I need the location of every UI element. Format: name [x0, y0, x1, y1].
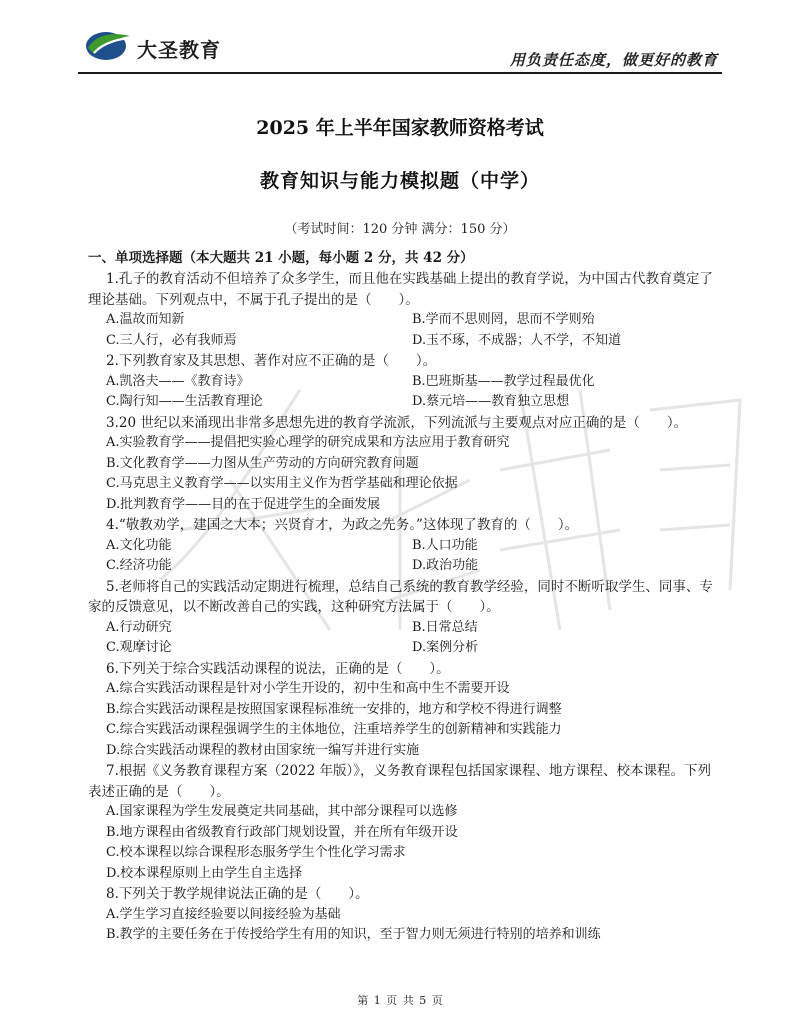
question-content	[88, 248, 724, 946]
options	[88, 372, 724, 413]
exam-title: 2025 年上半年国家教师资格考试	[256, 117, 544, 139]
options	[88, 802, 724, 884]
option-a: A.实验教育学——提倡把实验心理学的研究成果和方法应用于教育研究	[106, 435, 510, 450]
question-item	[88, 515, 724, 577]
option-d: D.蔡元培——教育独立思想	[412, 394, 570, 409]
page-number: 第 1 页 共 5 页	[357, 994, 443, 1007]
option-a: A.凯洛夫——《教育诗》	[106, 373, 250, 389]
option-c: C.马克思主义教育学——以实用主义作为哲学基础和理论依据	[106, 476, 458, 491]
dasheng-logo-icon	[84, 26, 134, 62]
option-b: B.综合实践活动课程是按照国家课程标准统一安排的，地方和学校不得进行调整	[106, 701, 562, 717]
option-c: C.观摩讨论	[106, 640, 172, 655]
option-a: A.国家课程为学生发展奠定共同基础，其中部分课程可以选修	[106, 804, 458, 819]
section-heading: 一、单项选择题（本大题共 21 小题，每小题 2 分，共 42 分）	[88, 250, 474, 266]
slogan: 用负责任态度，做更好的教育	[509, 51, 718, 69]
option-a: A.综合实践活动课程是针对小学生开设的，初中生和高中生不需要开设	[106, 681, 510, 696]
options	[88, 905, 724, 946]
question-stem: 2.下列教育家及其思想、著作对应不正确的是（ ）。	[106, 353, 437, 369]
option-c: C.陶行知——生活教育理论	[106, 394, 263, 409]
question-stem: 1.孔子的教育活动不但培养了众多学生，而且他在实践基础上提出的教育学说，为中国古代教育奠定了理论基础。下列观点中，不属于孔子提出的是（ ）。	[88, 271, 713, 308]
option-d: D.案例分析	[412, 640, 479, 655]
option-b: B.教学的主要任务在于传授给学生有用的知识，至于智力则无须进行特别的培养和训练	[106, 927, 601, 942]
question-item	[88, 761, 724, 884]
question-item	[88, 351, 724, 413]
question-stem: 6.下列关于综合实践活动课程的说法，正确的是（ ）。	[106, 660, 450, 677]
option-b: B.学而不思则罔，思而不学则殆	[412, 312, 595, 327]
option-d: D.校本课程原则上由学生自主选择	[106, 865, 303, 881]
question-item	[88, 413, 724, 516]
exam-info: （考试时间：120 分钟 满分：150 分）	[284, 222, 516, 237]
option-c: C.经济功能	[106, 558, 172, 573]
question-stem: 7.根据《义务教育课程方案（2022 年版）》，义务教育课程包括国家课程、地方课程、校本课程。下列表述正确的是（ ）。	[88, 763, 712, 800]
options	[88, 310, 724, 351]
option-a: A.文化功能	[106, 537, 172, 553]
options	[88, 679, 724, 761]
options	[88, 618, 724, 659]
options	[88, 433, 724, 515]
option-d: D.玉不琢，不成器；人不学，不知道	[412, 332, 622, 348]
question-item	[88, 269, 724, 351]
question-item	[88, 577, 724, 659]
option-d: D.政治功能	[412, 558, 479, 573]
option-d: D.综合实践活动课程的教材由国家统一编写并进行实施	[106, 742, 420, 758]
question-stem: 8.下列关于教学规律说法正确的是（ ）。	[106, 886, 369, 902]
question-stem: 3.20 世纪以来涌现出非常多思想先进的教育学流派，下列流派与主要观点对应正确的是（ ）。	[106, 414, 688, 431]
question-stem: 4.“敬教劝学，建国之大本；兴贤育才，为政之先务。”这体现了教育的（ ）。	[106, 517, 579, 533]
question-stem: 5.老师将自己的实践活动定期进行梳理，总结自己系统的教育教学经验，同时不断听取学生、同事、专家的反馈意见，以不断改善自己的实践，这种研究方法属于（ ）。	[88, 578, 713, 615]
option-a: A.行动研究	[106, 619, 172, 635]
option-b: B.地方课程由省级教育行政部门规划设置，并在所有年级开设	[106, 824, 458, 840]
exam-subtitle: 教育知识与能力模拟题（中学）	[259, 170, 540, 192]
option-c: C.校本课程以综合课程形态服务学生个性化学习需求	[106, 845, 406, 860]
option-c: C.综合实践活动课程强调学生的主体地位，注重培养学生的创新精神和实践能力	[106, 722, 562, 737]
option-b: B.日常总结	[412, 619, 478, 635]
option-c: C.三人行，必有我师焉	[106, 332, 237, 348]
option-a: A.学生学习直接经验要以间接经验为基础	[106, 906, 341, 922]
option-a: A.温故而知新	[106, 312, 185, 327]
header-divider	[78, 72, 722, 74]
question-item	[88, 884, 724, 946]
question-item	[88, 659, 724, 762]
option-b: B.巴班斯基——教学过程最优化	[412, 373, 595, 389]
brand-name: 大圣教育	[137, 38, 221, 62]
option-b: B.文化教育学——力图从生产劳动的方向研究教育问题	[106, 455, 419, 471]
option-b: B.人口功能	[412, 537, 478, 553]
options	[88, 536, 724, 577]
page-header	[0, 0, 800, 78]
option-d: D.批判教育学——目的在于促进学生的全面发展	[106, 496, 381, 512]
